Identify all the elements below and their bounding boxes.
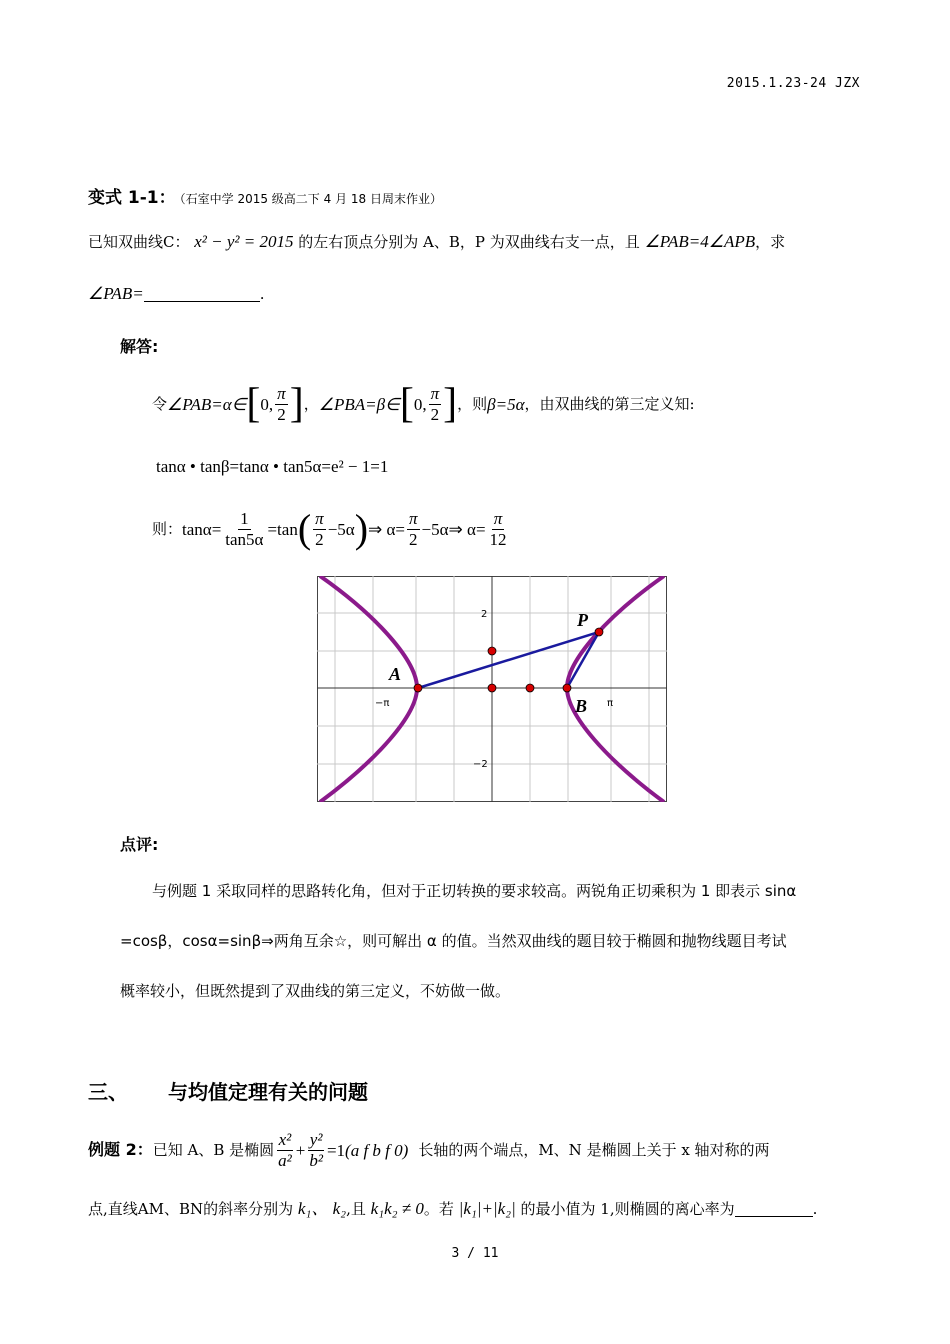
point-origin[interactable] [488,684,496,692]
variant-source: （石室中学 2015 级高二下 4 月 18 日周末作业） [179,192,442,206]
problem-condition: ∠PAB=4∠APB [644,232,756,251]
right-bracket: ] [289,381,304,427]
k-abs-sum: |k₁|+|k₂| [458,1199,516,1218]
pi-over-12-frac [488,509,509,549]
solution-line-2: tanα • tanβ=tanα • tan5α=e² − 1=1 [156,457,389,476]
example2-end: . [812,1200,818,1218]
problem-prefix: 已知双曲线C： [88,233,190,251]
minus-5a: −5α [327,519,355,539]
left-paren: ( [297,506,312,551]
frac-num: π [493,508,503,528]
tick-pi: π [607,698,614,709]
example2-suffix: 长轴的两个端点，M、N 是椭圆上关于 x 轴对称的两 [418,1140,770,1159]
variant-title [88,183,442,208]
label-A: A [389,664,402,684]
frac-den: a² [278,1150,292,1170]
frac-num: y² [309,1129,323,1149]
ellipse-condition: (a f b f 0) [345,1140,409,1160]
implies-alpha-2: ⇒ α= [448,519,486,539]
interval-start-1: 0, [260,394,274,414]
label-B: B [575,696,588,716]
comment-line-2: =cosβ，cosα=sinβ⇒两角互余☆，则可解出 α 的值。当然双曲线的题目较于椭圆和抛物线题目考试 [120,932,787,950]
pi-over-2-frac [429,384,442,424]
frac-num: π [409,508,418,528]
comment-label: 点评: [120,835,159,854]
frac-num: x² [278,1129,292,1149]
variant-title-text: 变式 1-1： [88,188,176,208]
tick-neg2: −2 [473,759,488,770]
point-A[interactable] [414,684,422,692]
implies-alpha: ⇒ α= [368,519,406,539]
section-3-number: 三、 [88,1080,128,1104]
example2-line-1 [88,1124,770,1176]
example2-and: ,且 [346,1200,366,1218]
page-number: 3 / 11 [451,1246,499,1261]
left-bracket: [ [246,381,261,427]
point-B[interactable] [563,684,571,692]
problem-line-1 [88,233,785,250]
right-bracket: ] [443,381,458,427]
ellipse-y-frac [307,1130,325,1170]
problem-mid: 的左右顶点分别为 A、B，P 为双曲线右支一点，且 [298,233,640,251]
point-P[interactable] [595,628,603,636]
example2-line2-prefix: 点,直线AM、BN的斜率分别为 [88,1200,294,1218]
answer-blank[interactable] [144,285,260,302]
solution-line-1 [152,378,695,430]
eq-tan: =tan [267,519,298,539]
frac-num: π [277,383,286,403]
label-P: P [577,610,588,630]
frac-den: 2 [277,404,286,424]
curve-equation: x² − y² = 2015 [194,232,294,251]
example2-if: 。若 [423,1200,454,1218]
right-paren: ) [354,506,369,551]
comment-line-3: 概率较小，但既然提到了双曲线的第三定义，不妨做一做。 [120,982,511,1000]
pi-over-2-frac [313,509,326,549]
solution-label: 解答: [120,337,159,356]
section-3-title: 与均值定理有关的问题 [168,1080,368,1104]
frac-num: π [315,508,324,528]
frac-den: 2 [430,404,440,424]
pi-over-2-frac [407,509,420,549]
interval-start-2: 0, [413,394,427,414]
ask-angle: ∠PAB= [88,284,144,303]
example2-prefix: 已知 A、B 是椭圆 [152,1140,275,1159]
one-over-tan5a [223,509,265,549]
comment-line-1: 与例题 1 采取同样的思路转化角，但对于正切转换的要求较高。两锐角正切乘积为 1 即表示 sinα [152,882,797,900]
beta-relation: β=5α [487,394,525,414]
problem-suffix: ，求 [755,233,786,251]
frac-den: 2 [409,529,418,549]
minus-5a: −5α [421,519,449,539]
plus-sign: + [295,1140,306,1160]
tick-neg-pi: −π [375,698,390,709]
beta-def: ∠PBA=β∈ [318,394,400,414]
point-y-intercept[interactable] [488,647,496,655]
alpha-def: ∠PAB=α∈ [167,394,247,414]
hyperbola-graph [317,576,667,802]
k-product: k₁k₂ ≠ 0 [370,1199,424,1218]
sol-prefix: 令 [152,394,168,413]
pi-over-2-frac [275,384,288,424]
left-bracket: [ [399,381,414,427]
sol-then: ，则 [457,394,488,413]
sol-line1-suffix: ，由双曲线的第三定义知: [524,394,695,413]
example2-label: 例题 2： [88,1140,153,1159]
example2-line2-suffix: 的最小值为 1,则椭圆的离心率为 [520,1200,735,1218]
ellipse-rhs: =1 [326,1140,346,1160]
frac-den: 12 [489,529,507,549]
tan-alpha-eq: tanα= [182,519,222,539]
ask-end: . [259,285,265,303]
frac-den: 2 [315,529,324,549]
eccentricity-blank[interactable] [735,1200,813,1217]
problem-line-2 [88,285,264,302]
frac-den: tan5α [225,529,264,549]
point-focus[interactable] [526,684,534,692]
ellipse-x-frac [276,1130,294,1170]
sol3-prefix: 则： [152,519,183,538]
frac-den: b² [309,1150,323,1170]
frac-num: 1 [240,508,249,528]
header-date-author: 2015.1.23-24 JZX [726,76,860,91]
example2-line-2 [88,1200,817,1217]
section-3-heading [88,1076,368,1105]
sol-comma: ， [303,394,319,413]
solution-line-3 [152,503,511,555]
frac-num: π [430,383,440,403]
k-pair: k₁、 k₂ [297,1199,347,1218]
tick-2: 2 [481,609,488,620]
